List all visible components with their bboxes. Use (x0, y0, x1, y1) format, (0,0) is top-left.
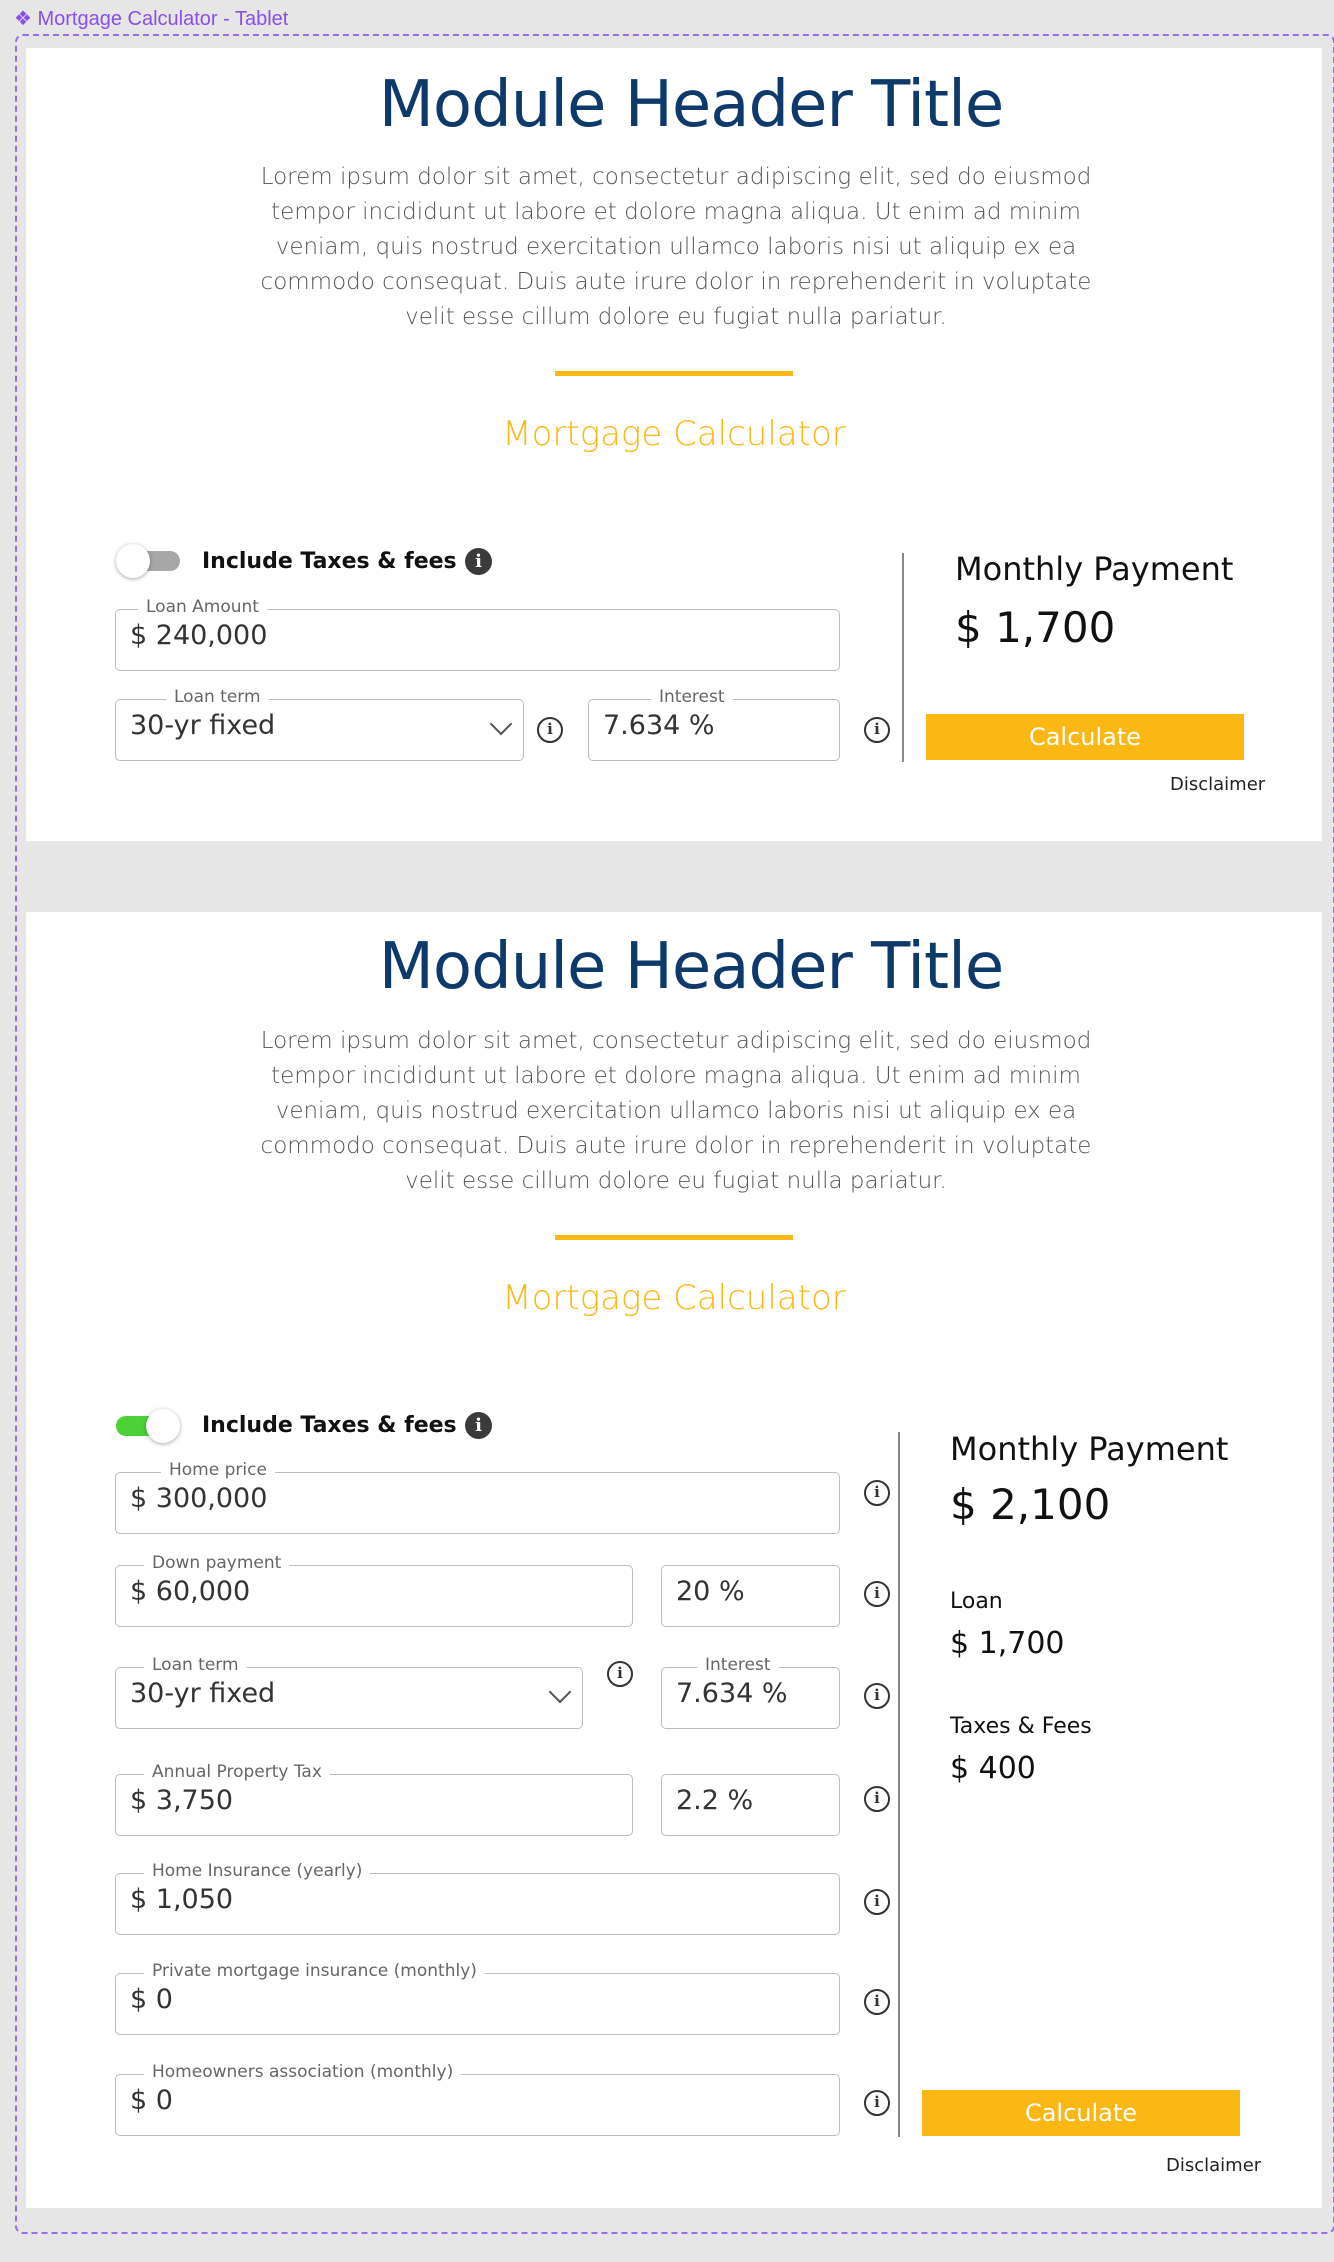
results-divider (902, 553, 904, 762)
loan-term-info-icon[interactable]: i (537, 717, 563, 743)
loan-term-info-icon[interactable]: i (607, 1661, 633, 1687)
taxes-fees-value: $ 400 (950, 1751, 1036, 1786)
module-body-text: Lorem ipsum dolor sit amet, consectetur adipiscing elit, sed do eiusmod tempor incididunt ut labore et dolore magna aliqua. Ut enim ad minim veniam, quis nostrud exercitation ullamco laboris nisi ut aliquip ex ea commodo consequat. Duis aute irure dolor in reprehenderit in voluptate velit esse cillum dolore eu fugiat nulla pariatur. (260, 164, 1092, 330)
monthly-payment-value: $ 1,700 (955, 603, 1116, 652)
taxes-info-icon[interactable]: i (465, 1412, 492, 1439)
property-tax-field[interactable] (115, 1762, 633, 1836)
hoa-label: Homeowners association (monthly) (144, 2062, 461, 2082)
loan-amount-field[interactable] (115, 597, 840, 671)
include-taxes-toggle[interactable] (116, 547, 182, 575)
loan-term-value: 30-yr fixed (130, 710, 276, 741)
disclaimer-link[interactable]: Disclaimer (1170, 774, 1266, 795)
home-insurance-info-icon[interactable]: i (864, 1889, 890, 1915)
toggle-knob (146, 1409, 180, 1443)
monthly-payment-value: $ 2,100 (950, 1480, 1111, 1529)
home-insurance-value: $ 1,050 (130, 1884, 234, 1915)
loan-term-value: 30-yr fixed (130, 1678, 276, 1709)
frame-label: ❖ Mortgage Calculator - Tablet (14, 8, 289, 30)
hoa-value: $ 0 (130, 2085, 173, 2116)
property-tax-value: $ 3,750 (130, 1785, 234, 1816)
disclaimer-link[interactable]: Disclaimer (1166, 2155, 1262, 2176)
loan-term-label: Loan term (166, 687, 269, 707)
hoa-field[interactable] (115, 2062, 840, 2136)
include-taxes-label: Include Taxes & fees (202, 1413, 457, 1438)
down-payment-percent-field[interactable] (661, 1565, 840, 1627)
interest-field[interactable] (588, 687, 840, 761)
taxes-info-icon[interactable]: i (465, 548, 492, 575)
chevron-down-icon (549, 1681, 572, 1704)
pmi-value: $ 0 (130, 1984, 173, 2015)
toggle-knob (116, 544, 150, 578)
loan-amount-label: Loan Amount (138, 597, 267, 617)
home-insurance-label: Home Insurance (yearly) (144, 1861, 370, 1881)
monthly-payment-label: Monthly Payment (955, 550, 1234, 588)
home-price-label: Home price (161, 1460, 275, 1480)
loan-label: Loan (950, 1589, 1003, 1614)
interest-label: Interest (651, 687, 733, 707)
calculate-button[interactable]: Calculate (922, 2090, 1240, 2136)
hoa-info-icon[interactable]: i (864, 2090, 890, 2116)
property-tax-label: Annual Property Tax (144, 1762, 330, 1782)
interest-info-icon[interactable]: i (864, 717, 890, 743)
down-payment-field[interactable] (115, 1553, 633, 1627)
interest-info-icon[interactable]: i (864, 1683, 890, 1709)
chevron-down-icon (490, 713, 513, 736)
home-insurance-field[interactable] (115, 1861, 840, 1935)
interest-label: Interest (697, 1655, 779, 1675)
loan-term-select[interactable] (115, 687, 524, 761)
property-tax-percent-value: 2.2 % (676, 1785, 754, 1816)
pmi-label: Private mortgage insurance (monthly) (144, 1961, 485, 1981)
loan-term-label: Loan term (144, 1655, 247, 1675)
taxes-fees-label: Taxes & Fees (950, 1714, 1092, 1739)
calculator-panel-expanded (26, 912, 1322, 2208)
property-tax-percent-field[interactable] (661, 1774, 840, 1836)
accent-divider (555, 1235, 793, 1240)
calculator-title: Mortgage Calculator (502, 1278, 846, 1318)
down-payment-value: $ 60,000 (130, 1576, 251, 1607)
interest-value: 7.634 % (676, 1678, 788, 1709)
interest-value: 7.634 % (603, 710, 715, 741)
down-payment-info-icon[interactable]: i (864, 1581, 890, 1607)
include-taxes-label: Include Taxes & fees (202, 549, 457, 574)
home-price-info-icon[interactable]: i (864, 1480, 890, 1506)
include-taxes-toggle[interactable] (116, 1412, 182, 1440)
pmi-field[interactable] (115, 1961, 840, 2035)
module-header-title: Module Header Title (378, 68, 1004, 142)
loan-amount-value: $ 240,000 (130, 620, 268, 651)
monthly-payment-label: Monthly Payment (950, 1430, 1229, 1468)
down-payment-percent-value: 20 % (676, 1576, 745, 1607)
calculator-panel-collapsed (26, 48, 1322, 841)
loan-value: $ 1,700 (950, 1626, 1065, 1661)
results-divider (898, 1432, 900, 2137)
home-price-field[interactable] (115, 1460, 840, 1534)
down-payment-label: Down payment (144, 1553, 289, 1573)
home-price-value: $ 300,000 (130, 1483, 268, 1514)
calculator-title: Mortgage Calculator (502, 414, 846, 454)
property-tax-info-icon[interactable]: i (864, 1786, 890, 1812)
loan-term-select[interactable] (115, 1655, 583, 1729)
calculate-button[interactable]: Calculate (926, 714, 1244, 760)
module-header-title: Module Header Title (378, 930, 1004, 1004)
interest-field[interactable] (661, 1655, 840, 1729)
module-body-text: Lorem ipsum dolor sit amet, consectetur adipiscing elit, sed do eiusmod tempor incididunt ut labore et dolore magna aliqua. Ut enim ad minim veniam, quis nostrud exercitation ullamco laboris nisi ut aliquip ex ea commodo consequat. Duis aute irure dolor in reprehenderit in voluptate velit esse cillum dolore eu fugiat nulla pariatur. (260, 1028, 1092, 1194)
accent-divider (555, 371, 793, 376)
pmi-info-icon[interactable]: i (864, 1989, 890, 2015)
